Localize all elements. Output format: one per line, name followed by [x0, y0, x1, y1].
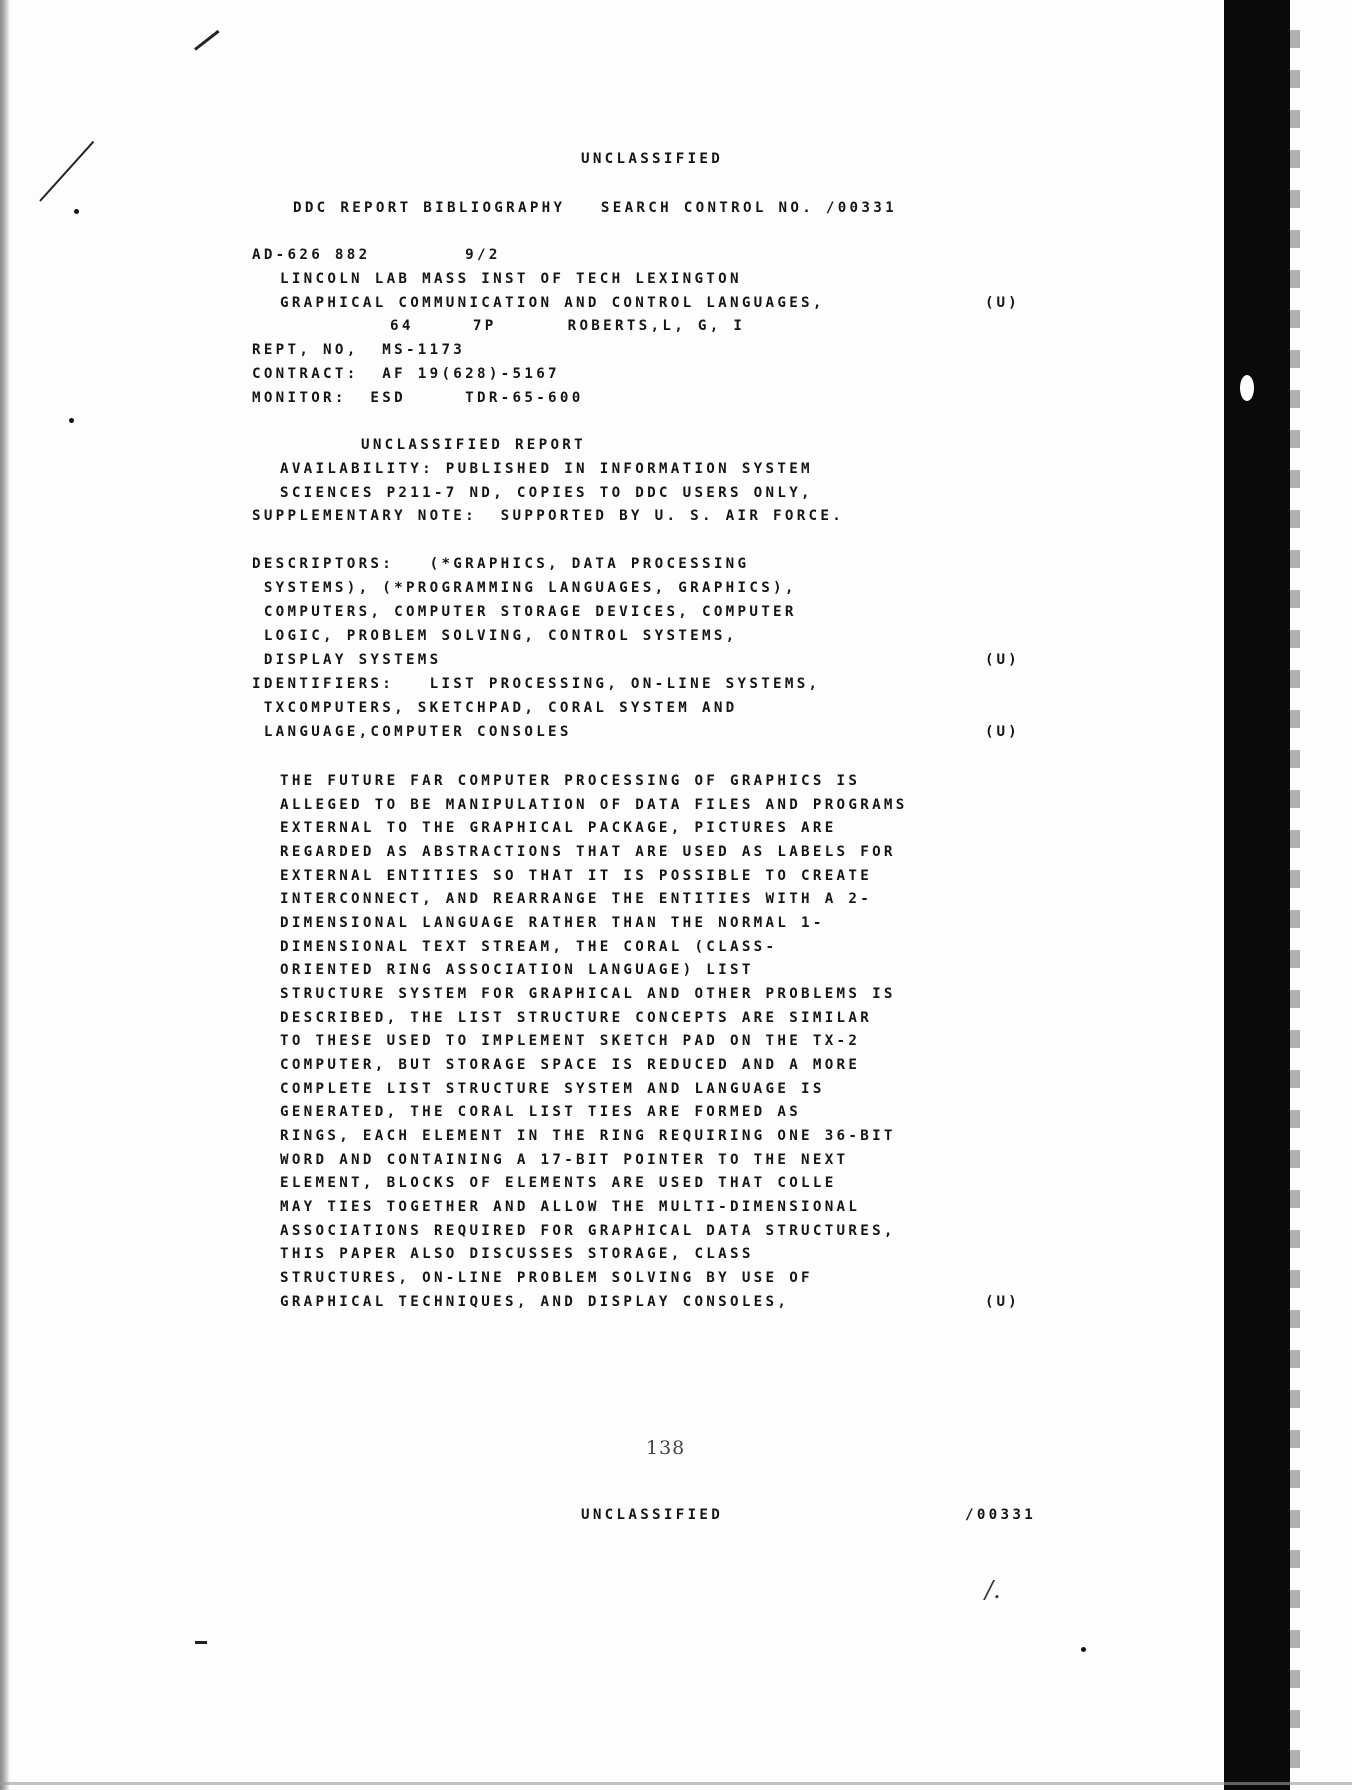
- scan-left-edge: [0, 0, 10, 1790]
- footer-control-number: /00331: [965, 1507, 1037, 1523]
- identifiers-line: LANGUAGE,COMPUTER CONSOLES: [252, 724, 572, 740]
- abstract-line: ALLEGED TO BE MANIPULATION OF DATA FILES AND PROGRAMS: [280, 797, 908, 813]
- report-classification: UNCLASSIFIED REPORT: [361, 437, 586, 453]
- abstract-line: STRUCTURES, ON-LINE PROBLEM SOLVING BY USE OF: [280, 1270, 813, 1286]
- abstract-line: STRUCTURE SYSTEM FOR GRAPHICAL AND OTHER PROBLEMS IS: [280, 986, 896, 1002]
- scan-bottom-edge: [0, 1782, 1352, 1785]
- identifiers-marking: (U): [985, 724, 1020, 740]
- abstract-line: ASSOCIATIONS REQUIRED FOR GRAPHICAL DATA STRUCTURES,: [280, 1223, 896, 1239]
- title-marking: (U): [985, 295, 1020, 311]
- source-organization: LINCOLN LAB MASS INST OF TECH LEXINGTON: [280, 271, 742, 287]
- date-pages-author: 64 7P ROBERTS,L, G, I: [390, 318, 746, 334]
- descriptors-line: COMPUTERS, COMPUTER STORAGE DEVICES, COMPUTER: [252, 604, 797, 620]
- abstract-line: DESCRIBED, THE LIST STRUCTURE CONCEPTS ARE SIMILAR: [280, 1010, 873, 1026]
- pen-stroke-mark: [194, 30, 219, 51]
- report-title: GRAPHICAL COMMUNICATION AND CONTROL LANGUAGES,: [280, 295, 825, 311]
- abstract-line: REGARDED AS ABSTRACTIONS THAT ARE USED AS LABELS FOR: [280, 844, 896, 860]
- abstract-marking: (U): [985, 1294, 1020, 1310]
- contract-number: CONTRACT: AF 19(628)-5167: [252, 366, 560, 382]
- abstract-line: GRAPHICAL TECHNIQUES, AND DISPLAY CONSOLES,: [280, 1294, 790, 1310]
- descriptors-line: LOGIC, PROBLEM SOLVING, CONTROL SYSTEMS,: [252, 628, 738, 644]
- classification-footer: UNCLASSIFIED: [581, 1507, 724, 1523]
- abstract-line: THIS PAPER ALSO DISCUSSES STORAGE, CLASS: [280, 1246, 754, 1262]
- abstract-line: ORIENTED RING ASSOCIATION LANGUAGE) LIST: [280, 962, 754, 978]
- descriptors-line: DESCRIPTORS: (*GRAPHICS, DATA PROCESSING: [252, 556, 750, 572]
- descriptors-marking: (U): [985, 652, 1020, 668]
- scan-hole-mark: [1240, 375, 1254, 401]
- abstract-line: WORD AND CONTAINING A 17-BIT POINTER TO THE NEXT: [280, 1152, 849, 1168]
- abstract-line: DIMENSIONAL TEXT STREAM, THE CORAL (CLASS-: [280, 939, 778, 955]
- identifiers-line: TXCOMPUTERS, SKETCHPAD, CORAL SYSTEM AND: [252, 700, 738, 716]
- handwritten-initials: /.: [985, 1576, 1001, 1604]
- speck-mark: [195, 1641, 207, 1644]
- abstract-line: RINGS, EACH ELEMENT IN THE RING REQUIRING ONE 36-BIT: [280, 1128, 896, 1144]
- abstract-line: EXTERNAL ENTITIES SO THAT IT IS POSSIBLE TO CREATE: [280, 868, 873, 884]
- classification-header: UNCLASSIFIED: [581, 151, 724, 167]
- speck-mark: [69, 418, 74, 423]
- abstract-line: INTERCONNECT, AND REARRANGE THE ENTITIES WITH A 2-: [280, 891, 873, 907]
- speck-mark: [74, 209, 79, 214]
- scan-right-edge-noise: [1290, 30, 1300, 1770]
- availability-line: SCIENCES P211-7 ND, COPIES TO DDC USERS ONLY,: [280, 485, 813, 501]
- abstract-line: COMPUTER, BUT STORAGE SPACE IS REDUCED AND A MORE: [280, 1057, 861, 1073]
- abstract-line: EXTERNAL TO THE GRAPHICAL PACKAGE, PICTURES ARE: [280, 820, 837, 836]
- abstract-line: GENERATED, THE CORAL LIST TIES ARE FORMED AS: [280, 1104, 802, 1120]
- abstract-line: DIMENSIONAL LANGUAGE RATHER THAN THE NORMAL 1-: [280, 915, 825, 931]
- descriptors-line: SYSTEMS), (*PROGRAMMING LANGUAGES, GRAPHICS),: [252, 580, 797, 596]
- monitor: MONITOR: ESD TDR-65-600: [252, 390, 584, 406]
- report-number: REPT, NO, MS-1173: [252, 342, 466, 358]
- descriptors-line: DISPLAY SYSTEMS: [252, 652, 442, 668]
- ad-number: AD-626 882 9/2: [252, 247, 501, 263]
- speck-mark: [1081, 1647, 1086, 1652]
- page-number: 138: [646, 1437, 686, 1459]
- abstract-line: ELEMENT, BLOCKS OF ELEMENTS ARE USED THAT COLLE: [280, 1175, 837, 1191]
- supplementary-note: SUPPLEMENTARY NOTE: SUPPORTED BY U. S. AIR FORCE.: [252, 508, 845, 524]
- bibliography-title: DDC REPORT BIBLIOGRAPHY SEARCH CONTROL NO. /00331: [293, 200, 897, 216]
- availability-line: AVAILABILITY: PUBLISHED IN INFORMATION SYSTEM: [280, 461, 813, 477]
- abstract-line: MAY TIES TOGETHER AND ALLOW THE MULTI-DIMENSIONAL: [280, 1199, 861, 1215]
- abstract-line: THE FUTURE FAR COMPUTER PROCESSING OF GRAPHICS IS: [280, 773, 861, 789]
- abstract-line: TO THESE USED TO IMPLEMENT SKETCH PAD ON THE TX-2: [280, 1033, 861, 1049]
- scan-right-border: [1224, 0, 1290, 1790]
- identifiers-line: IDENTIFIERS: LIST PROCESSING, ON-LINE SYSTEMS,: [252, 676, 821, 692]
- abstract-line: COMPLETE LIST STRUCTURE SYSTEM AND LANGUAGE IS: [280, 1081, 825, 1097]
- pen-stroke-mark: [39, 141, 94, 202]
